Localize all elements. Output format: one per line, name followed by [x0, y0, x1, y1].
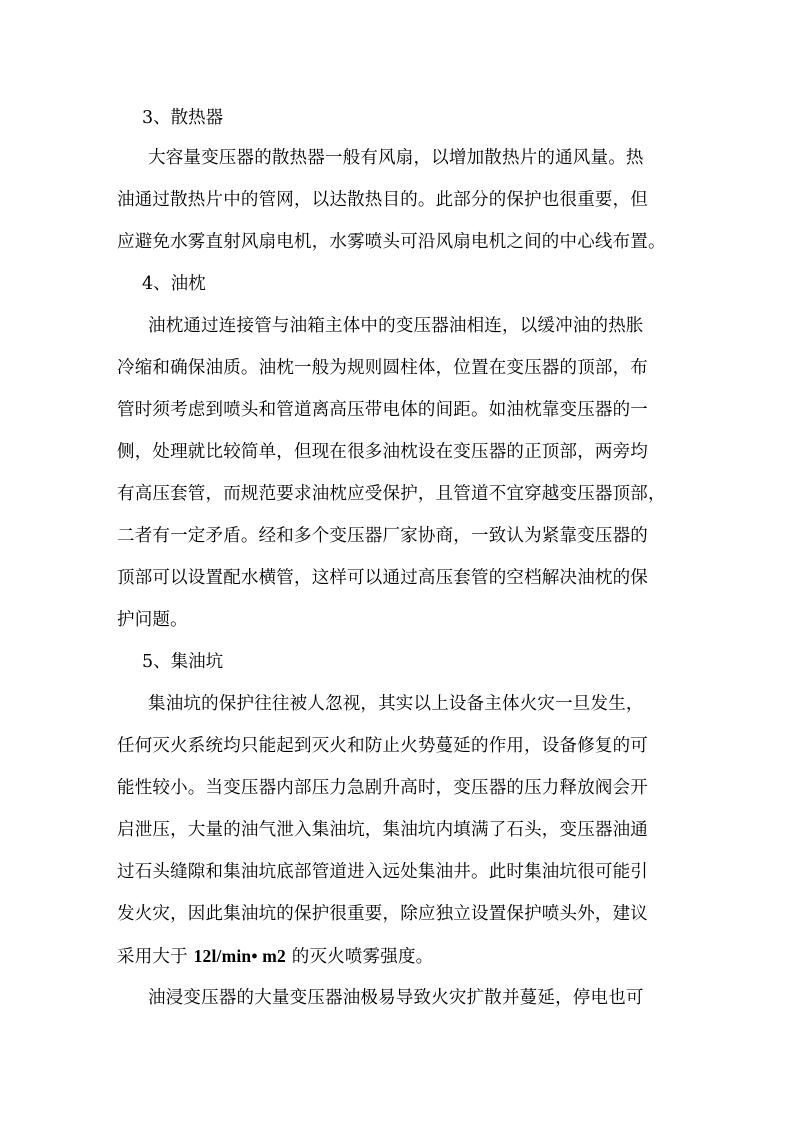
paragraph-line: 油浸变压器的大量变压器油极易导致火灾扩散并蔓延，停电也可 — [148, 988, 644, 1008]
paragraph-line: 有高压套管，而规范要求油枕应受保护，且管道不宜穿越变压器顶部， — [117, 484, 666, 504]
paragraph-line: 启泄压，大量的油气泄入集油坑，集油坑内填满了石头，变压器油通 — [117, 820, 648, 840]
spray-intensity-value: 12l/min• m2 — [193, 946, 286, 966]
paragraph-line: 大容量变压器的散热器一般有风扇，以增加散热片的通风量。热 — [148, 148, 644, 168]
paragraph-line: 顶部可以设置配水横管，这样可以通过高压套管的空档解决油枕的保 — [117, 568, 648, 588]
paragraph-line: 发火灾，因此集油坑的保护很重要，除应独立设置保护喷头外，建议 — [117, 904, 648, 924]
paragraph-line: 能性较小。当变压器内部压力急剧升高时，变压器的压力释放阀会开 — [117, 778, 648, 798]
section-heading-oil-conservator: 4、油枕 — [142, 274, 206, 294]
paragraph-line: 护问题。 — [117, 610, 188, 630]
paragraph-line: 集油坑的保护往往被人忽视，其实以上设备主体火灾一旦发生， — [148, 694, 644, 714]
paragraph-line: 油通过散热片中的管网，以达散热目的。此部分的保护也很重要，但 — [117, 190, 648, 210]
paragraph-line — [117, 944, 677, 969]
paragraph-line: 冷缩和确保油质。油枕一般为规则圆柱体，位置在变压器的顶部，布 — [117, 358, 648, 378]
paragraph-line: 油枕通过连接管与油箱主体中的变压器油相连，以缓冲油的热胀 — [148, 316, 644, 336]
paragraph-text: 的灭火喷雾强度。 — [286, 947, 434, 967]
section-heading-radiator: 3、散热器 — [142, 108, 224, 128]
paragraph-line: 任何灭火系统均只能起到灭火和防止火势蔓延的作用，设备修复的可 — [117, 736, 648, 756]
paragraph-text: 采用大于 — [117, 947, 194, 967]
paragraph-line: 管时须考虑到喷头和管道离高压带电体的间距。如油枕靠变压器的一 — [117, 400, 648, 420]
paragraph-line: 侧，处理就比较简单，但现在很多油枕设在变压器的正顶部，两旁均 — [117, 442, 648, 462]
paragraph-line: 二者有一定矛盾。经和多个变压器厂家协商，一致认为紧靠变压器的 — [117, 526, 648, 546]
paragraph-line: 过石头缝隙和集油坑底部管道进入远处集油井。此时集油坑很可能引 — [117, 862, 648, 882]
section-heading-oil-pit: 5、集油坑 — [142, 652, 224, 672]
paragraph-line: 应避免水雾直射风扇电机，水雾喷头可沿风扇电机之间的中心线布置。 — [117, 232, 666, 252]
